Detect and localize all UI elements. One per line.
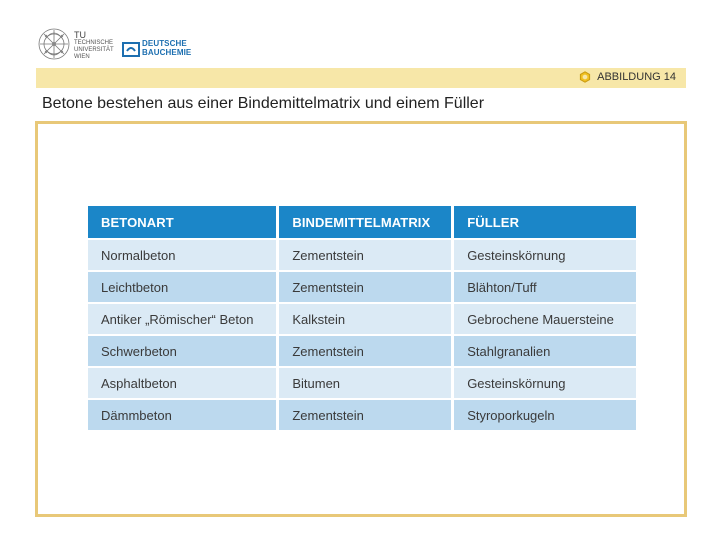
tu-line-2: TECHNISCHE	[74, 40, 114, 46]
table-row	[88, 304, 636, 336]
tu-wien-logo-text	[74, 30, 114, 61]
table-row	[88, 240, 636, 272]
cell-bindemittelmatrix: Zementstein	[279, 272, 451, 304]
cell-betonart: Normalbeton	[88, 240, 276, 272]
cell-betonart: Leichtbeton	[88, 272, 276, 304]
cell-fueller: Gesteinskörnung	[454, 240, 636, 272]
cell-betonart: Dämmbeton	[88, 400, 276, 432]
column-header-fueller: FÜLLER	[454, 206, 636, 240]
cell-bindemittelmatrix: Zementstein	[279, 400, 451, 432]
page-title: Betone bestehen aus einer Bindemittelmatrix und einem Füller	[42, 95, 485, 112]
cell-betonart: Schwerbeton	[88, 336, 276, 368]
figure-frame	[35, 121, 687, 517]
cell-fueller: Styroporkugeln	[454, 400, 636, 432]
cell-fueller: Blähton/Tuff	[454, 272, 636, 304]
cell-bindemittelmatrix: Zementstein	[279, 336, 451, 368]
tu-wien-logo-icon	[36, 26, 72, 62]
cell-fueller: Gesteinskörnung	[454, 368, 636, 400]
column-header-betonart: BETONART	[88, 206, 276, 240]
table-row	[88, 272, 636, 304]
cell-fueller: Stahlgranalien	[454, 336, 636, 368]
cell-bindemittelmatrix: Zementstein	[279, 240, 451, 272]
tu-line-4: WIEN	[74, 54, 90, 60]
table-row	[88, 400, 636, 432]
deutsche-bauchemie-logo-text	[142, 39, 191, 57]
deutsche-bauchemie-logo-icon	[122, 40, 140, 58]
column-header-bindemittelmatrix: BINDEMITTELMATRIX	[279, 206, 451, 240]
cell-betonart: Antiker „Römischer“ Beton	[88, 304, 276, 336]
table-row	[88, 336, 636, 368]
db-line-2: BAUCHEMIE	[142, 48, 192, 57]
header-band	[36, 68, 686, 88]
concrete-table	[85, 206, 639, 432]
cell-fueller: Gebrochene Mauersteine	[454, 304, 636, 336]
figure-label	[579, 71, 676, 83]
figure-label-text: ABBILDUNG 14	[597, 71, 676, 83]
table-row	[88, 368, 636, 400]
db-line-1: DEUTSCHE	[142, 39, 187, 48]
table-header-row	[88, 206, 636, 240]
tu-line-1: TU	[74, 30, 86, 40]
tu-line-3: UNIVERSITÄT	[74, 47, 114, 53]
cell-betonart: Asphaltbeton	[88, 368, 276, 400]
logo-area	[36, 26, 236, 66]
cell-bindemittelmatrix: Bitumen	[279, 368, 451, 400]
cell-bindemittelmatrix: Kalkstein	[279, 304, 451, 336]
hexagon-icon	[579, 71, 591, 83]
